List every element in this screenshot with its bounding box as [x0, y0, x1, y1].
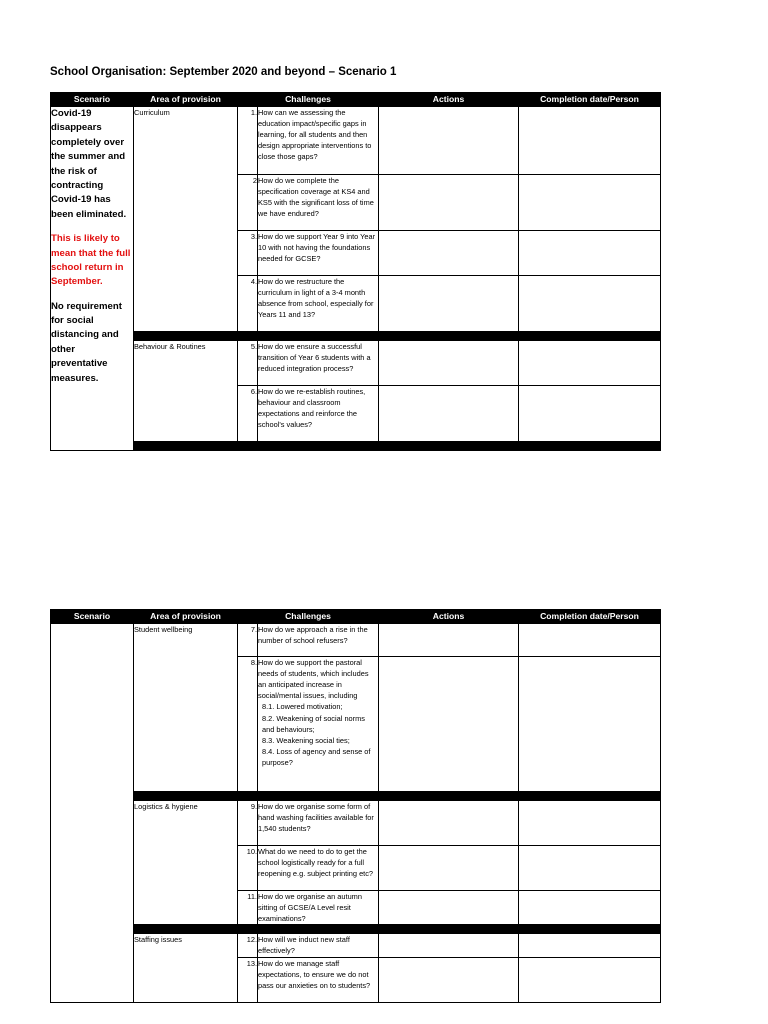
area-wellbeing: Student wellbeing: [134, 624, 238, 792]
challenge-text: How do we complete the specification coverage at KS4 and KS5 with the significant loss of time we have endured?: [258, 175, 379, 231]
area-staffing: Staffing issues: [134, 934, 238, 1002]
challenge-text: How do we restructure the curriculum in light of a 3-4 month absence from school, especially for Years 11 and 13?: [258, 276, 379, 332]
challenge-subitem: 8.4. Loss of agency and sense of purpose?: [262, 746, 371, 767]
challenge-number: 11.: [238, 891, 258, 925]
header-row: [51, 93, 661, 107]
challenge-main-text: How do we support the pastoral needs of students, which includes an anticipated increase in social/mental issues, including: [258, 658, 369, 701]
completion-cell[interactable]: [519, 657, 661, 792]
challenge-text: How will we induct new staff effectively?: [258, 934, 379, 957]
challenge-number: 6.: [238, 386, 258, 442]
completion-cell[interactable]: [519, 801, 661, 846]
challenge-number: 3.: [238, 231, 258, 276]
scenario-description: Covid-19 disappears completely over the summer and the risk of contracting Covid-19 has been eliminated.: [51, 108, 127, 220]
challenge-text: [258, 657, 379, 792]
actions-cell[interactable]: [379, 801, 519, 846]
completion-cell[interactable]: [519, 341, 661, 386]
area-curriculum: Curriculum: [134, 107, 238, 332]
area-behaviour: Behaviour & Routines: [134, 341, 238, 442]
challenge-number: 10.: [238, 846, 258, 891]
completion-cell[interactable]: [519, 231, 661, 276]
header-scenario: Scenario: [51, 93, 134, 107]
challenge-number: 2: [238, 175, 258, 231]
area-logistics: Logistics & hygiene: [134, 801, 238, 925]
header-area: Area of provision: [134, 93, 238, 107]
challenge-number: 4.: [238, 276, 258, 332]
completion-cell[interactable]: [519, 107, 661, 175]
header-completion: Completion date/Person: [519, 610, 661, 624]
completion-cell[interactable]: [519, 934, 661, 957]
challenge-text: How do we organise some form of hand washing facilities available for 1,540 students?: [258, 801, 379, 846]
section-separator: [51, 332, 661, 341]
section-separator: [51, 442, 661, 451]
challenge-text: How do we ensure a successful transition of Year 6 students with a reduced integration process?: [258, 341, 379, 386]
challenge-subitem: 8.1. Lowered motivation;: [262, 702, 343, 712]
challenge-subitem: 8.2. Weakening of social norms and behaviours;: [262, 713, 365, 734]
challenge-number: 12.: [238, 934, 258, 957]
actions-cell[interactable]: [379, 231, 519, 276]
scenario-implication: This is likely to mean that the full school return in September.: [51, 233, 131, 288]
schedule-table-1: [50, 92, 661, 451]
actions-cell[interactable]: [379, 934, 519, 957]
completion-cell[interactable]: [519, 386, 661, 442]
actions-cell[interactable]: [379, 846, 519, 891]
header-scenario: Scenario: [51, 610, 134, 624]
header-completion: Completion date/Person: [519, 93, 661, 107]
challenge-number: 13.: [238, 957, 258, 1002]
completion-cell[interactable]: [519, 846, 661, 891]
completion-cell[interactable]: [519, 891, 661, 925]
scenario-cell: [51, 624, 134, 1003]
actions-cell[interactable]: [379, 276, 519, 332]
actions-cell[interactable]: [379, 341, 519, 386]
challenge-number: 8.: [238, 657, 258, 792]
actions-cell[interactable]: [379, 175, 519, 231]
actions-cell[interactable]: [379, 386, 519, 442]
header-actions: Actions: [379, 93, 519, 107]
completion-cell[interactable]: [519, 957, 661, 1002]
challenge-number: 1.: [238, 107, 258, 175]
challenge-subitem: 8.3. Weakening social ties;: [262, 735, 350, 745]
challenge-text: How do we approach a rise in the number of school refusers?: [258, 624, 379, 657]
challenge-text: How do we support Year 9 into Year 10 with not having the foundations needed for GCSE?: [258, 231, 379, 276]
section-separator: [51, 925, 661, 934]
page-title: School Organisation: September 2020 and beyond – Scenario 1: [50, 66, 397, 78]
scenario-cell: [51, 107, 134, 451]
table-row: [51, 107, 661, 175]
challenge-number: 7.: [238, 624, 258, 657]
actions-cell[interactable]: [379, 624, 519, 657]
actions-cell[interactable]: [379, 891, 519, 925]
challenge-number: 5.: [238, 341, 258, 386]
challenge-text: What do we need to do to get the school logistically ready for a full reopening e.g. subject printing etc?: [258, 846, 379, 891]
table-row: [51, 801, 661, 846]
actions-cell[interactable]: [379, 957, 519, 1002]
actions-cell[interactable]: [379, 657, 519, 792]
header-challenges: Challenges: [238, 610, 379, 624]
completion-cell[interactable]: [519, 175, 661, 231]
completion-cell[interactable]: [519, 276, 661, 332]
challenge-text: How can we assessing the education impact/specific gaps in learning, for all students and then design appropriate interventions to close those gaps?: [258, 107, 379, 175]
actions-cell[interactable]: [379, 107, 519, 175]
header-challenges: Challenges: [238, 93, 379, 107]
challenge-text: How do we manage staff expectations, to ensure we do not pass our anxieties on to students?: [258, 957, 379, 1002]
table-row: [51, 341, 661, 386]
table-row: [51, 934, 661, 957]
header-area: Area of provision: [134, 610, 238, 624]
challenge-text: How do we organise an autumn sitting of GCSE/A Level resit examinations?: [258, 891, 379, 925]
schedule-table-2: [50, 609, 661, 1003]
header-actions: Actions: [379, 610, 519, 624]
scenario-requirements: No requirement for social distancing and other preventative measures.: [51, 300, 122, 384]
challenge-number: 9.: [238, 801, 258, 846]
completion-cell[interactable]: [519, 624, 661, 657]
challenge-text: How do we re-establish routines, behaviour and classroom expectations and reinforce the school's values?: [258, 386, 379, 442]
header-row: [51, 610, 661, 624]
table-row: [51, 624, 661, 657]
section-separator: [51, 792, 661, 801]
